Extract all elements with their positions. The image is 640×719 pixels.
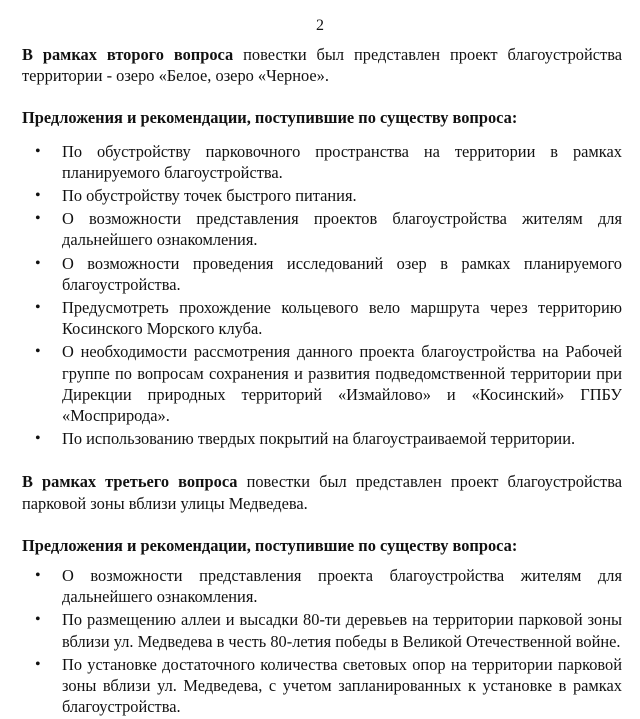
document-body xyxy=(22,44,622,719)
list-item-text: По использованию твердых покрытий на благоустраиваемой территории. xyxy=(62,429,576,449)
list-item xyxy=(22,141,622,183)
bullet-icon: • xyxy=(35,299,41,317)
section2-heading: Предложения и рекомендации, поступившие по существу вопроса: xyxy=(22,108,518,128)
list-item-text: Предусмотреть прохождение кольцевого вело маршрута через территорию Косинского Морского клуба. xyxy=(62,298,622,339)
bullet-icon: • xyxy=(35,567,41,585)
list-item xyxy=(22,428,622,449)
list-item xyxy=(22,609,622,651)
section3-intro xyxy=(22,471,622,513)
list-item-text: По установке достаточного количества световых опор на территории парковой зоны вблизи ул. Медведева, с учетом запланированных к установке в рамках благоустройства. xyxy=(62,654,622,717)
list-item xyxy=(22,297,622,339)
section3-heading: Предложения и рекомендации, поступившие по существу вопроса: xyxy=(22,535,518,555)
section3-intro-bold: В рамках третьего вопроса xyxy=(22,472,238,492)
list-item-text: О возможности проведения исследований озер в рамках планируемого благоустройства. xyxy=(62,253,622,294)
list-item-text: О возможности представления проектов благоустройства жителям для дальнейшего ознакомления. xyxy=(62,209,622,250)
bullet-icon: • xyxy=(35,343,41,361)
bullet-icon: • xyxy=(35,611,41,629)
bullet-icon: • xyxy=(35,142,41,160)
list-item-text: По обустройству парковочного пространства на территории в рамках планируемого благоустройства. xyxy=(62,141,622,182)
list-item-text: По размещению аллеи и высадки 80-ти деревьев на территории парковой зоны вблизи ул. Медведева в честь 80-летия победы в Великой Отечественной войне. xyxy=(62,610,622,651)
list-item xyxy=(22,341,622,426)
section3-list xyxy=(22,565,622,717)
section3-intro-text: повестки был представлен проект благоустройства парковой зоны вблизи улицы Медведева. xyxy=(22,472,622,513)
list-item-text: О возможности представления проекта благоустройства жителям для дальнейшего ознакомления. xyxy=(62,566,622,607)
list-item-text: О необходимости рассмотрения данного проекта благоустройства на Рабочей группе по вопросам сохранения и развития подведомственной территории при Дирекции природных территорий «Измайлово» и «Косинский» ГПБУ «Мосприрода». xyxy=(62,342,622,426)
list-item xyxy=(22,253,622,295)
bullet-icon: • xyxy=(35,655,41,673)
list-item-text: По обустройству точек быстрого питания. xyxy=(62,186,357,206)
list-item xyxy=(22,185,622,206)
list-item xyxy=(22,208,622,250)
section2-intro-bold: В рамках второго вопроса xyxy=(22,45,234,64)
bullet-icon: • xyxy=(35,210,41,228)
list-item xyxy=(22,654,622,718)
section2-intro-text: повестки был представлен проект благоустройства территории - озеро «Белое, озеро «Черное». xyxy=(22,45,622,86)
bullet-icon: • xyxy=(35,430,41,448)
list-item xyxy=(22,565,622,607)
section2-intro xyxy=(22,44,622,86)
page-number: 2 xyxy=(316,17,324,34)
bullet-icon: • xyxy=(35,187,41,205)
section2-list xyxy=(22,141,622,450)
bullet-icon: • xyxy=(35,254,41,272)
